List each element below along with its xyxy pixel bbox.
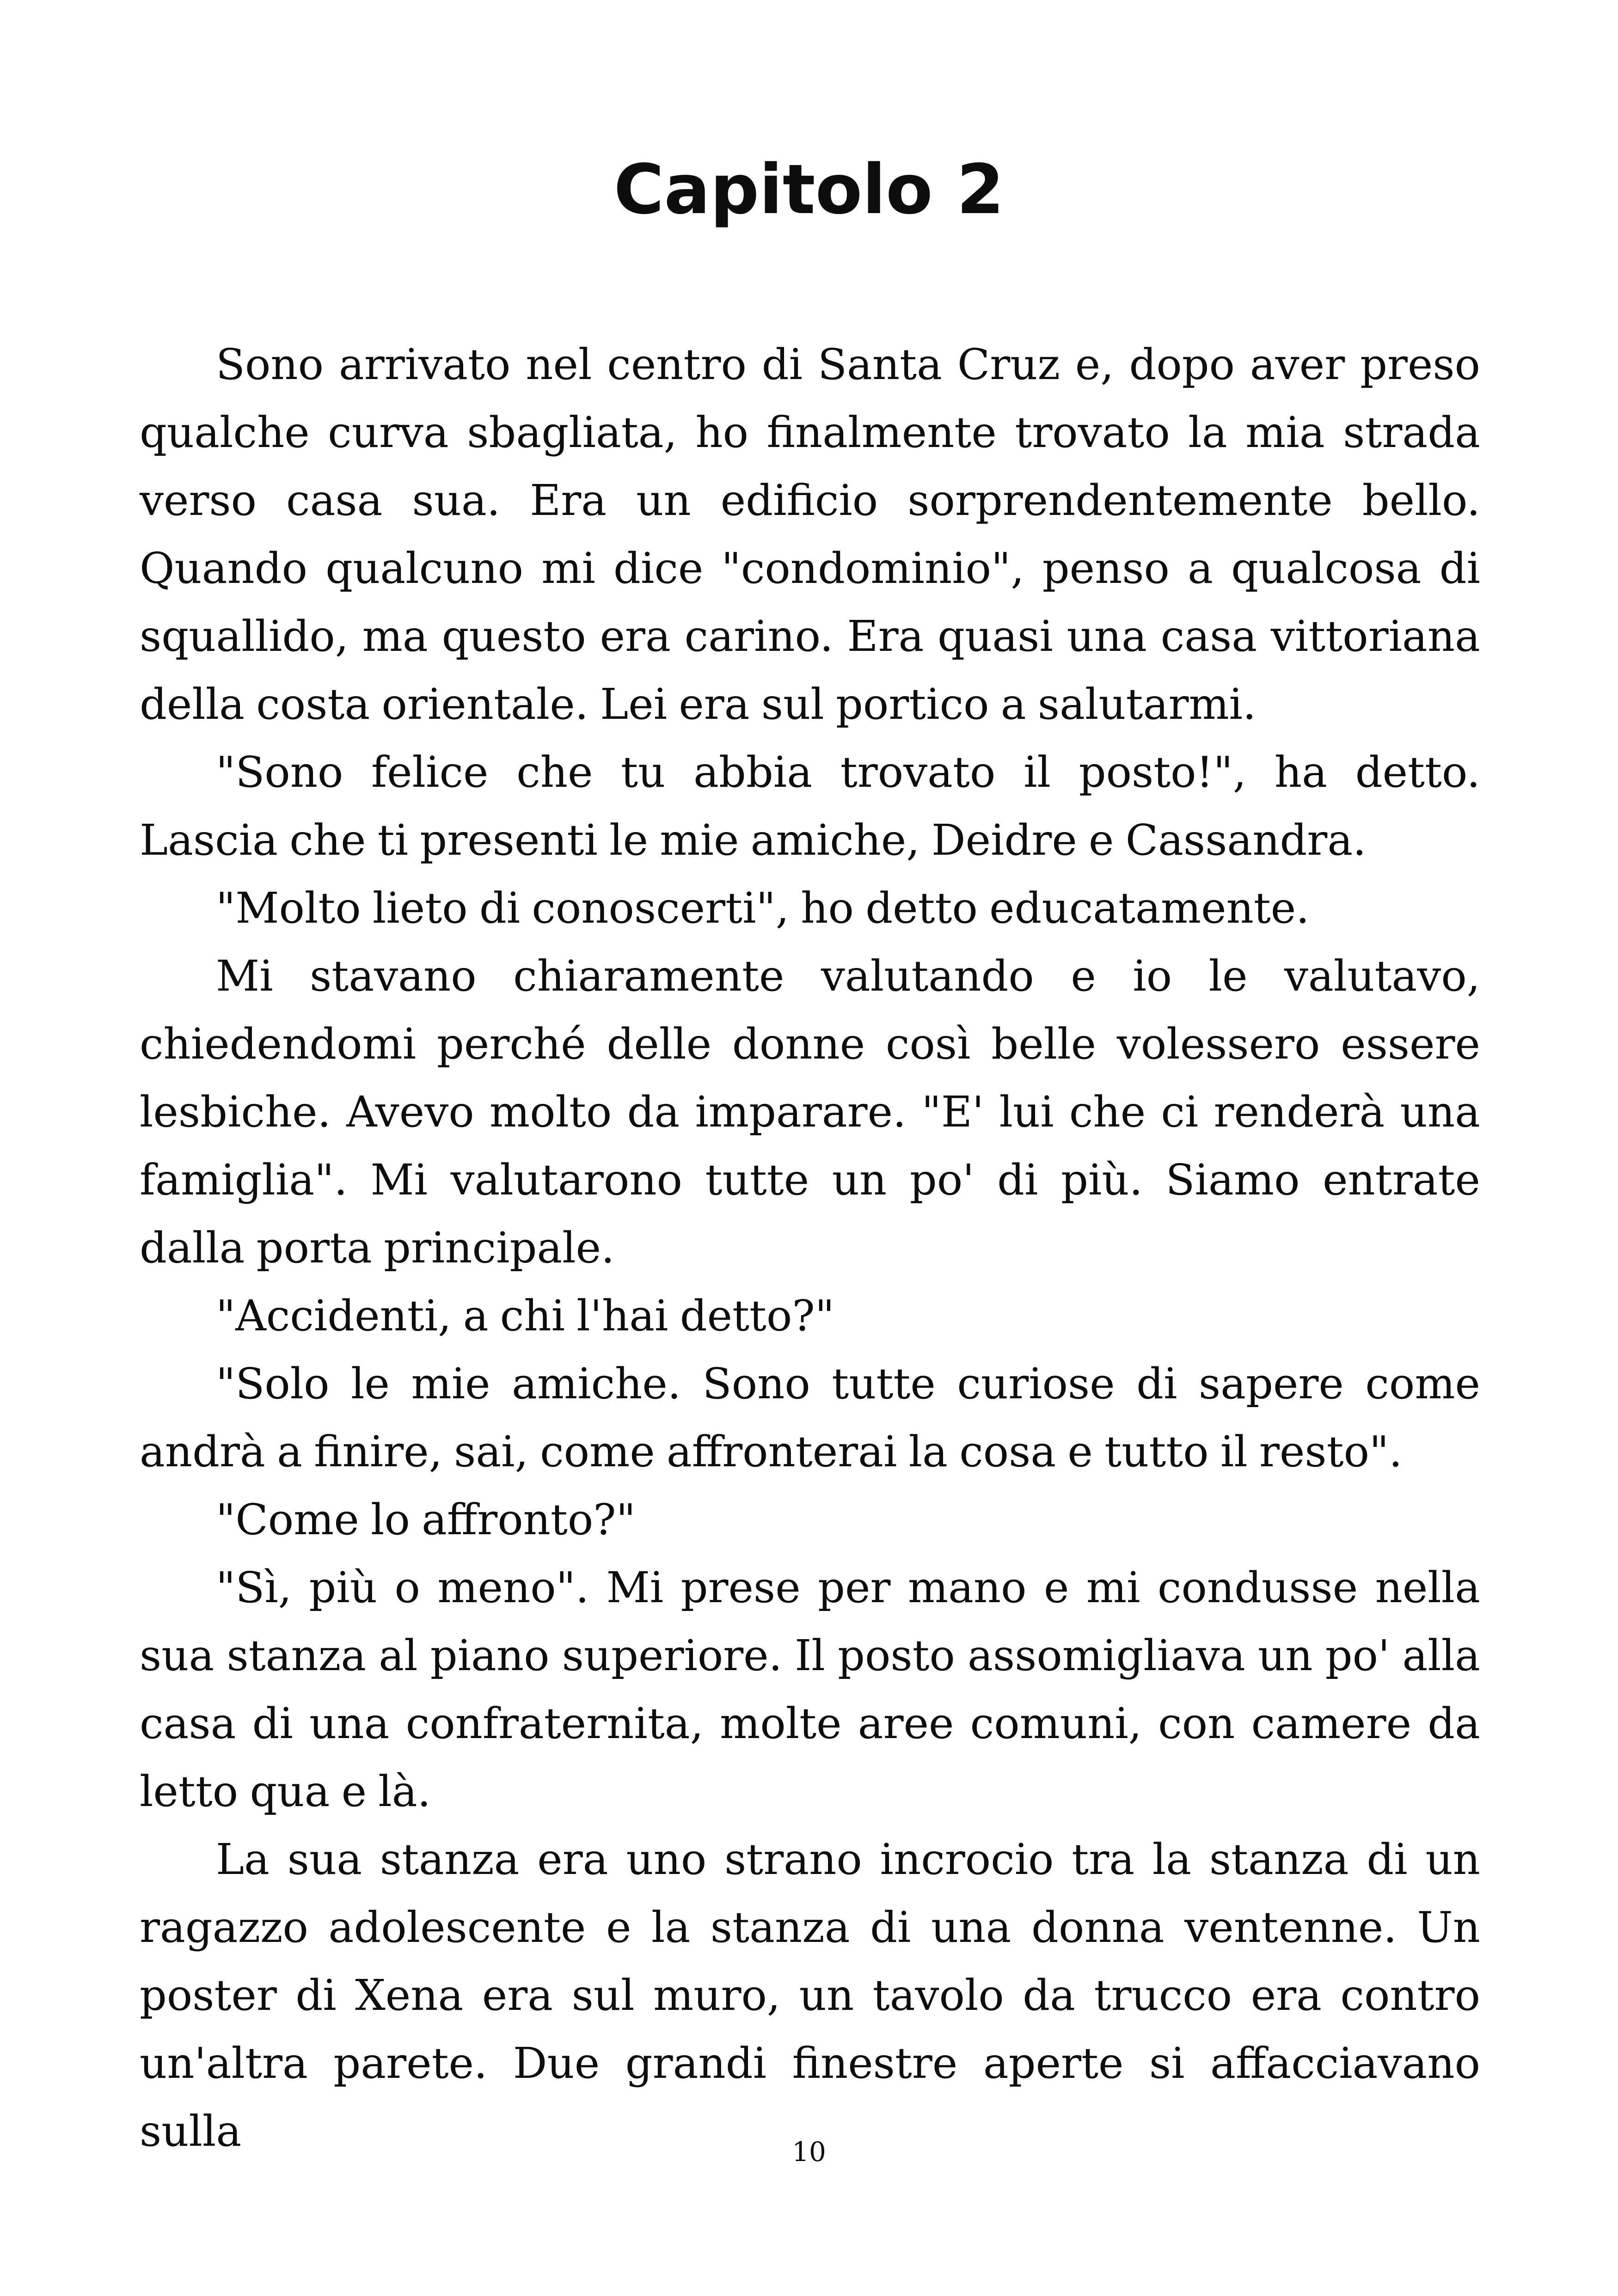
- paragraph: "Come lo affronto?": [216, 1495, 636, 1544]
- paragraph: La sua stanza era uno strano incrocio tra la stanza di un ragazzo adolescente e la stanza di una donna ventenne. Un poster di Xena era sul muro, un tavolo da trucco era contro un'altra parete. Due grandi finestre aperte si affacciavano sulla: [140, 1835, 1480, 2156]
- paragraph: Mi stavano chiaramente valutando e io le valutavo, chiedendomi perché delle donne così belle volessero essere lesbiche. Avevo molto da imparare. "E' lui che ci renderà una famiglia". Mi valutarono tutte un po' di più. Siamo entrate dalla porta principale.: [140, 951, 1480, 1273]
- page-number: 10: [792, 2136, 826, 2167]
- paragraph: "Accidenti, a chi l'hai detto?": [216, 1291, 835, 1341]
- paragraph: "Solo le mie amiche. Sono tutte curiose di sapere come andrà a finire, sai, come affronterai la cosa e tutto il resto".: [140, 1359, 1480, 1476]
- paragraph: "Molto lieto di conoscerti", ho detto educatamente.: [216, 883, 1310, 933]
- paragraph: "Sono felice che tu abbia trovato il posto!", ha detto. Lascia che ti presenti le mie amiche, Deidre e Cassandra.: [140, 747, 1480, 865]
- paragraph: "Sì, più o meno". Mi prese per mano e mi condusse nella sua stanza al piano superiore. Il posto assomigliava un po' alla casa di una confraternita, molte aree comuni, con camere da letto qua e là.: [140, 1563, 1480, 1816]
- chapter-title: Capitolo 2: [613, 150, 1005, 229]
- paragraph: Sono arrivato nel centro di Santa Cruz e, dopo aver preso qualche curva sbagliata, ho finalmente trovato la mia strada verso casa sua. Era un edificio sorprendentemente bello. Quando qualcuno mi dice "condominio", penso a qualcosa di squallido, ma questo era carino. Era quasi una casa vittoriana della costa orientale. Lei era sul portico a salutarmi.: [140, 340, 1480, 729]
- body-text: [140, 331, 1480, 2165]
